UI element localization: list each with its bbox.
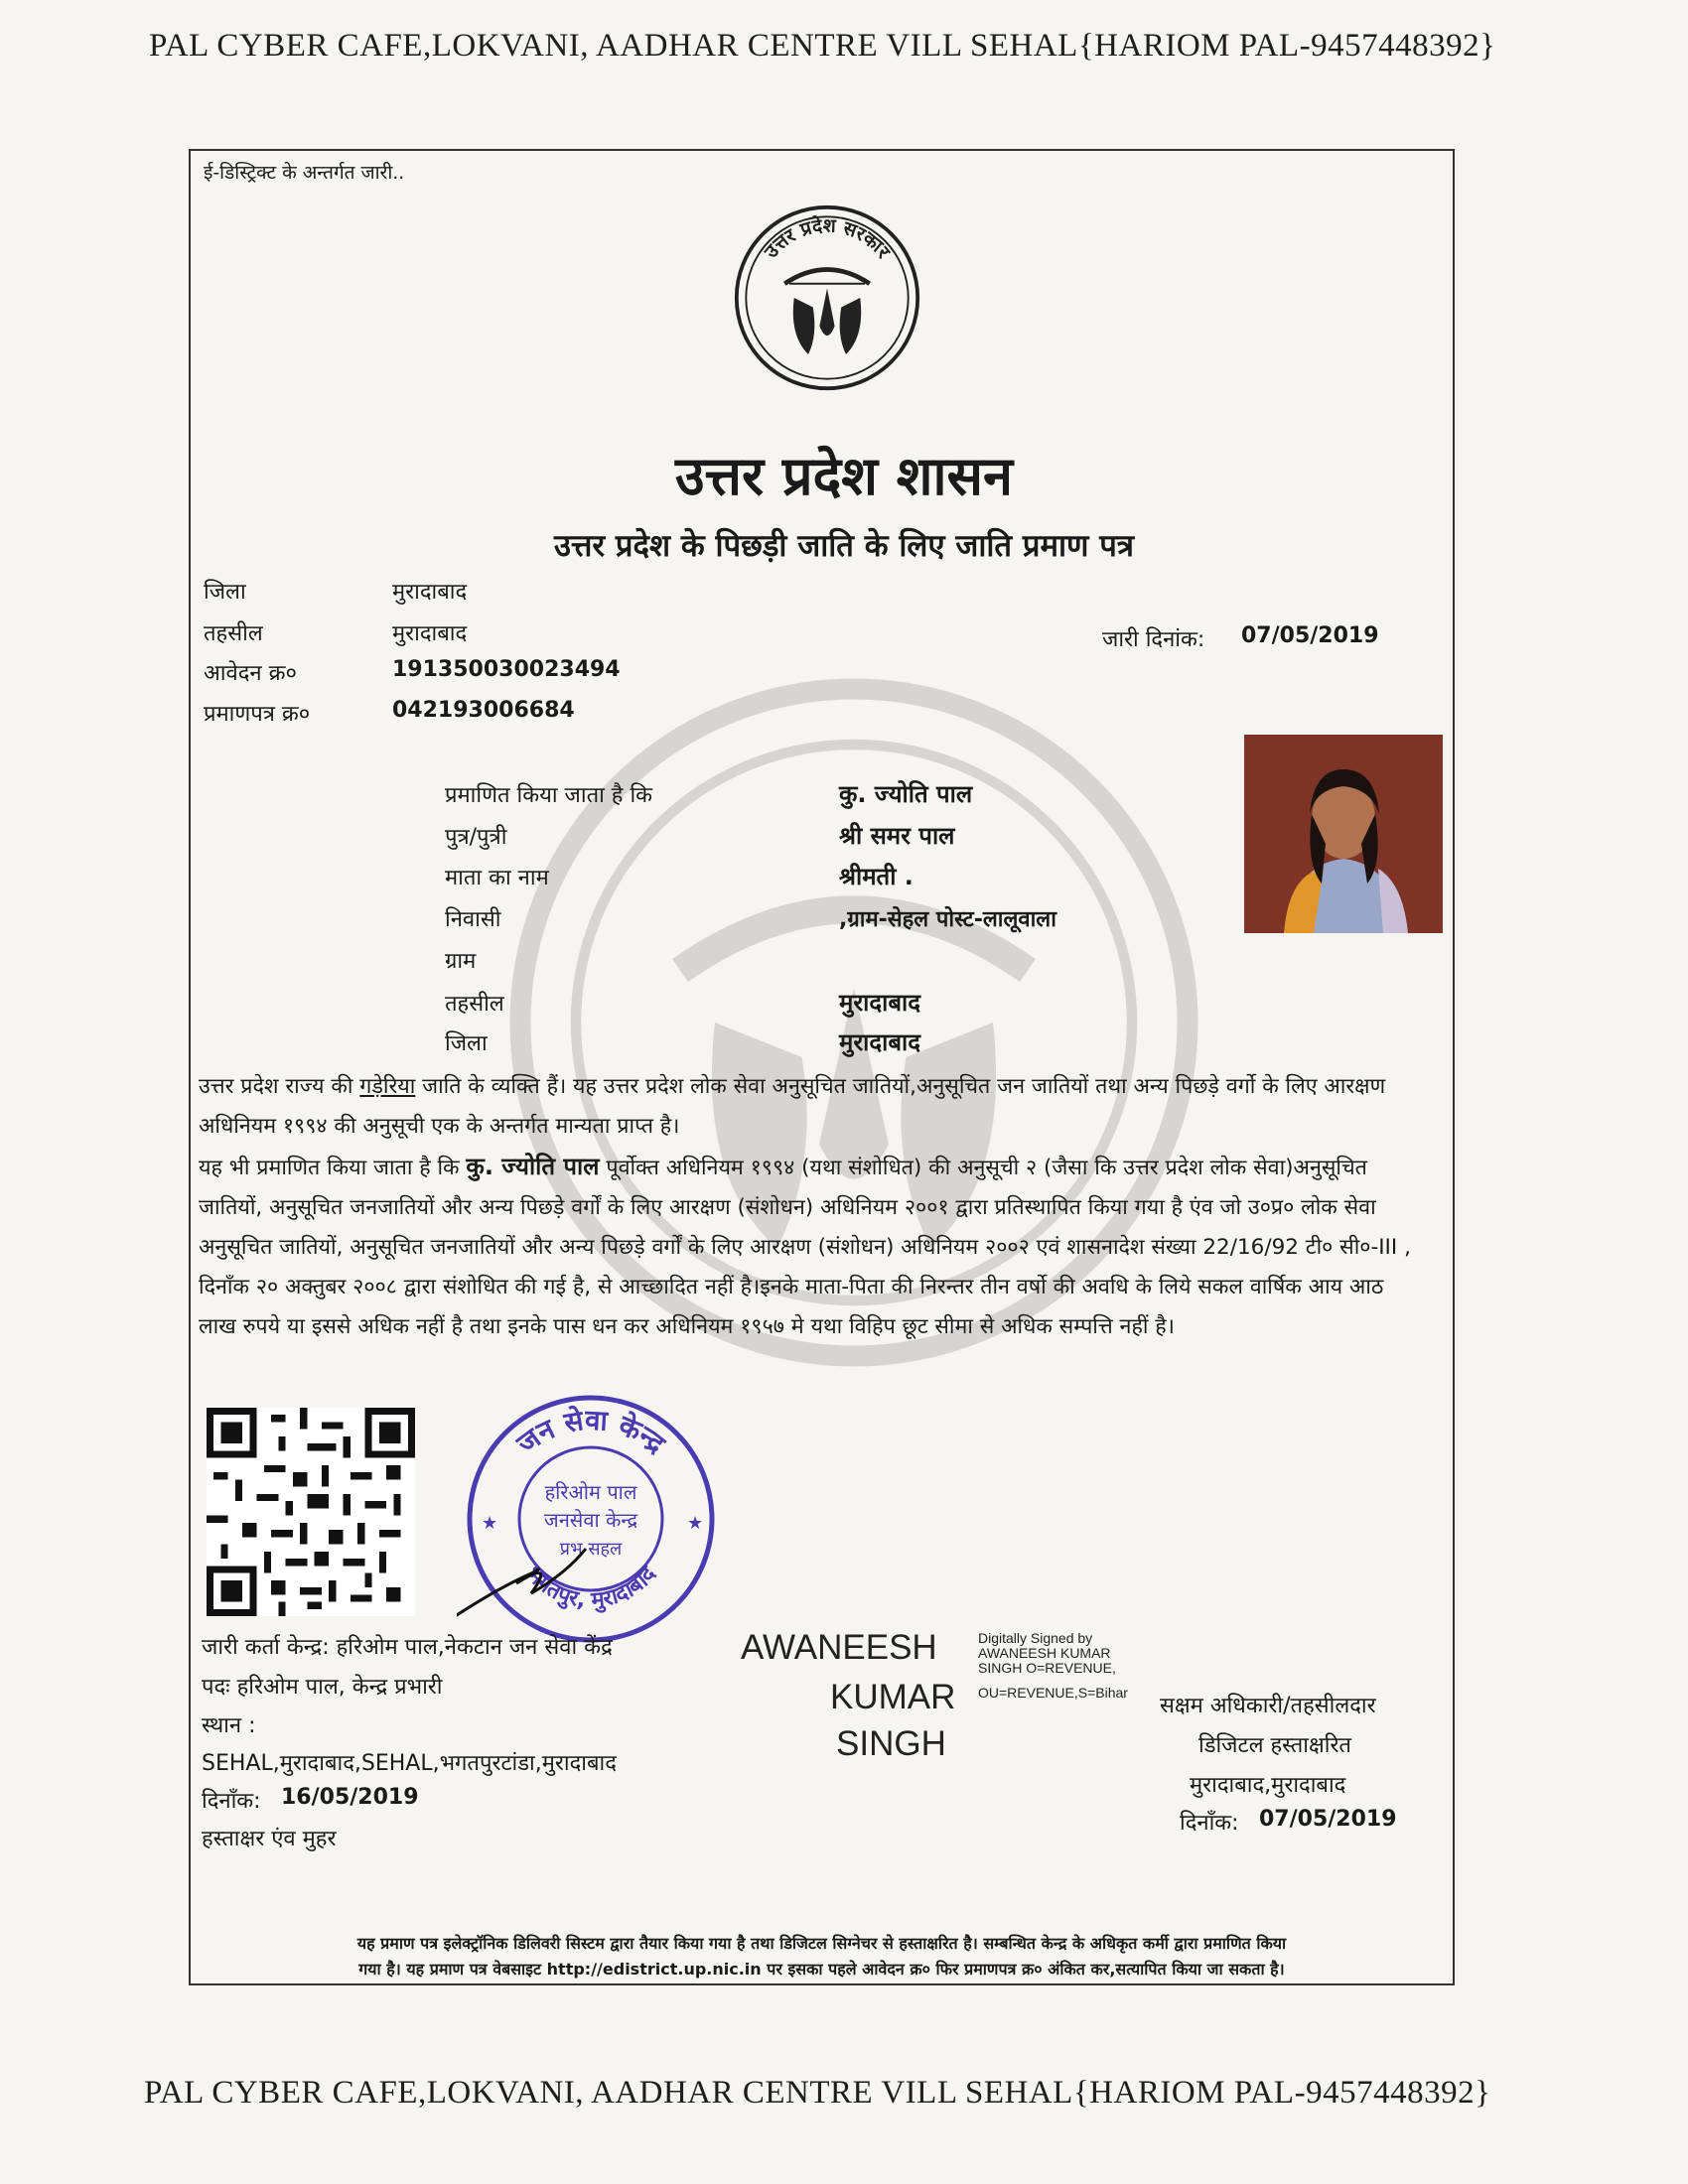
certificate-number-label: प्रमाणपत्र क्र०: [204, 702, 311, 727]
issuer-date-label: दिनाँक:: [202, 1789, 261, 1814]
signature-detail-line-3: SINGH O=REVENUE,: [978, 1660, 1116, 1676]
verification-note: [204, 1931, 1440, 1982]
issue-date-label: जारी दिनांक:: [1102, 627, 1205, 652]
caste-name: गड़ेरिया: [359, 1074, 416, 1099]
applicant-name: कु. ज्योति पाल: [839, 780, 973, 808]
authority-title: सक्षम अधिकारी/तहसीलदार: [1160, 1694, 1376, 1718]
issued-under-label: ई-डिस्ट्रिक्ट के अन्तर्गत जारी..: [204, 162, 405, 184]
application-number-value: 191350030023494: [392, 657, 621, 682]
digitally-signed-label: डिजिटल हस्ताक्षरित: [1198, 1733, 1351, 1758]
application-number-label: आवेदन क्र०: [204, 661, 297, 686]
certificate-subtitle: उत्तर प्रदेश के पिछड़ी जाति के लिए जाति प्रमाण पत्र: [554, 528, 1134, 564]
certification-paragraph: [199, 1147, 1420, 1347]
signer-name-line-2: KUMAR: [830, 1678, 956, 1716]
verification-note-line-1: यह प्रमाण पत्र इलेक्ट्रॉनिक डिलिवरी सिस्टम द्वारा तैयार किया गया है तथा डिजिटल सिग्नेचर से हस्ताक्षरित है। सम्बन्धित केन्द्र के अधिकृत कर्मी द्वारा प्रमाणित किया: [356, 1934, 1287, 1953]
mother-name: श्रीमती .: [839, 863, 914, 890]
son-daughter-label: पुत्र/पुत्री: [445, 825, 507, 850]
up-government-emblem: [733, 204, 921, 392]
authority-place: मुरादाबाद,मुरादाबाद: [1190, 1773, 1346, 1798]
signature-detail-line-1: Digitally Signed by: [978, 1630, 1093, 1646]
issuer-post: पदः हरिओम पाल, केन्द्र प्रभारी: [202, 1675, 443, 1700]
signature-and-seal-label: हस्ताक्षर एंव मुहर: [202, 1827, 337, 1851]
page-title: उत्तर प्रदेश शासन: [675, 445, 1013, 507]
father-name: श्री समर पाल: [839, 822, 955, 850]
detail-tehsil-label: तहसील: [445, 992, 504, 1017]
resident-value: ,ग्राम-सेहल पोस्ट-लालूवाला: [839, 907, 1056, 932]
jan-seva-kendra-stamp: [457, 1385, 725, 1653]
stamp-inner-line-1: हरिओम पाल: [544, 1480, 637, 1504]
district-label: जिला: [204, 580, 246, 605]
qr-code: [207, 1408, 415, 1616]
stamp-outer-text: जन सेवा केन्द्र: [510, 1403, 672, 1460]
tehsil-label: तहसील: [204, 621, 263, 646]
caste-paragraph: [199, 1067, 1420, 1147]
stamp-bottom-text: भगतपुर, मुरादाबाद: [520, 1562, 661, 1614]
district-value: मुरादाबाद: [392, 580, 468, 605]
detail-district-value: मुरादाबाद: [839, 1028, 921, 1056]
authority-date-value: 07/05/2019: [1259, 1807, 1397, 1832]
issuing-center: जारी कर्ता केन्द्र: हरिओम पाल,नेकटान जन सेवा केंद्र: [202, 1635, 613, 1660]
paragraph-applicant-name: कु. ज्योति पाल: [466, 1153, 600, 1180]
stamp-inner-line-2: जनसेवा केन्द्र: [543, 1508, 638, 1532]
signer-name-line-3: SINGH: [836, 1724, 946, 1763]
resident-label: निवासी: [445, 907, 501, 932]
stamp-inner-line-3: प्रभ सहल: [559, 1539, 623, 1560]
certification-paragraph-start: यह भी प्रमाणित किया जाता है कि: [199, 1156, 467, 1180]
issuer-date-value: 16/05/2019: [281, 1785, 419, 1810]
top-banner: PAL CYBER CAFE,LOKVANI, AADHAR CENTRE VILL SEHAL{HARIOM PAL-9457448392}: [149, 28, 1496, 64]
svg-text:★: ★: [482, 1513, 498, 1534]
authority-date-label: दिनाँक:: [1180, 1811, 1239, 1836]
emblem-text: उत्तर प्रदेश सरकार: [760, 214, 895, 263]
issue-date-value: 07/05/2019: [1241, 623, 1379, 648]
tehsil-value: मुरादाबाद: [392, 621, 468, 646]
applicant-photo: [1244, 735, 1443, 933]
signature-detail-line-4: OU=REVENUE,S=Bihar: [978, 1685, 1128, 1701]
caste-paragraph-end: जाति के व्यक्ति हैं। यह उत्तर प्रदेश लोक सेवा अनुसूचित जातियों,अनुसूचित जन जातियों तथा अन्य पिछड़े वर्गो के लिए आरक्षण अधिनियम १९९४ की अनुसूची एक के अन्तर्गत मान्यता प्राप्त है।: [199, 1074, 1386, 1139]
place-value: SEHAL,मुरादाबाद,SEHAL,भगतपुरटांडा,मुरादाबाद: [202, 1751, 617, 1776]
detail-tehsil-value: मुरादाबाद: [839, 989, 921, 1017]
signer-name-line-1: AWANEESH: [741, 1628, 937, 1667]
village-label: ग्राम: [445, 949, 477, 974]
place-label: स्थान :: [202, 1713, 256, 1738]
bottom-banner: PAL CYBER CAFE,LOKVANI, AADHAR CENTRE VILL SEHAL{HARIOM PAL-9457448392}: [144, 2075, 1491, 2111]
detail-district-label: जिला: [445, 1031, 488, 1056]
signature-detail-line-2: AWANEESH KUMAR: [978, 1645, 1111, 1661]
certified-label: प्रमाणित किया जाता है कि: [445, 783, 653, 808]
certification-paragraph-end: पूर्वोक्त अधिनियम १९९४ (यथा संशोधित) की अनुसूची २ (जैसा कि उत्तर प्रदेश लोक सेवा)अनुसूचित जातियों, अनुसूचित जनजातियों और अन्य पिछड़े वर्गों के लिए आरक्षण (संशोधन) अधिनियम २००१ द्वारा प्रतिस्थापित किया गया है एंव जो उ०प्र० लोक सेवा अनुसूचित जातियों, अनुसूचित जनजातियों और अन्य पिछड़े वर्गों के लिए आरक्षण (संशोधन) अधिनियम २००२ एवं शासनादेश संख्या 22/16/92 टी० सी०-III , दिनाँक २० अक्तुबर २००८ द्वारा संशोधित की गई है, से आच्छादित नहीं है।इनके माता-पिता की निरन्तर तीन वर्षो की अवधि के लिये सकल वार्षिक आय आठ लाख रुपये या इससे अधिक नहीं है तथा इनके पास धन कर अधिनियम १९५७ मे यथा विहिप छूट सीमा से अधिक सम्पत्ति नहीं है।: [199, 1156, 1411, 1339]
caste-paragraph-start: उत्तर प्रदेश राज्य की: [199, 1074, 360, 1099]
svg-text:★: ★: [687, 1513, 704, 1534]
verification-note-line-2: गया है। यह प्रमाण पत्र वेबसाइट http://edistrict.up.nic.in पर इसका पहले आवेदन क्र० फिर प्रमाणपत्र क्र० अंकित कर,सत्यापित किया जा सकता है।: [358, 1960, 1285, 1979]
mother-name-label: माता का नाम: [445, 866, 549, 890]
certificate-number-value: 042193006684: [392, 698, 575, 723]
